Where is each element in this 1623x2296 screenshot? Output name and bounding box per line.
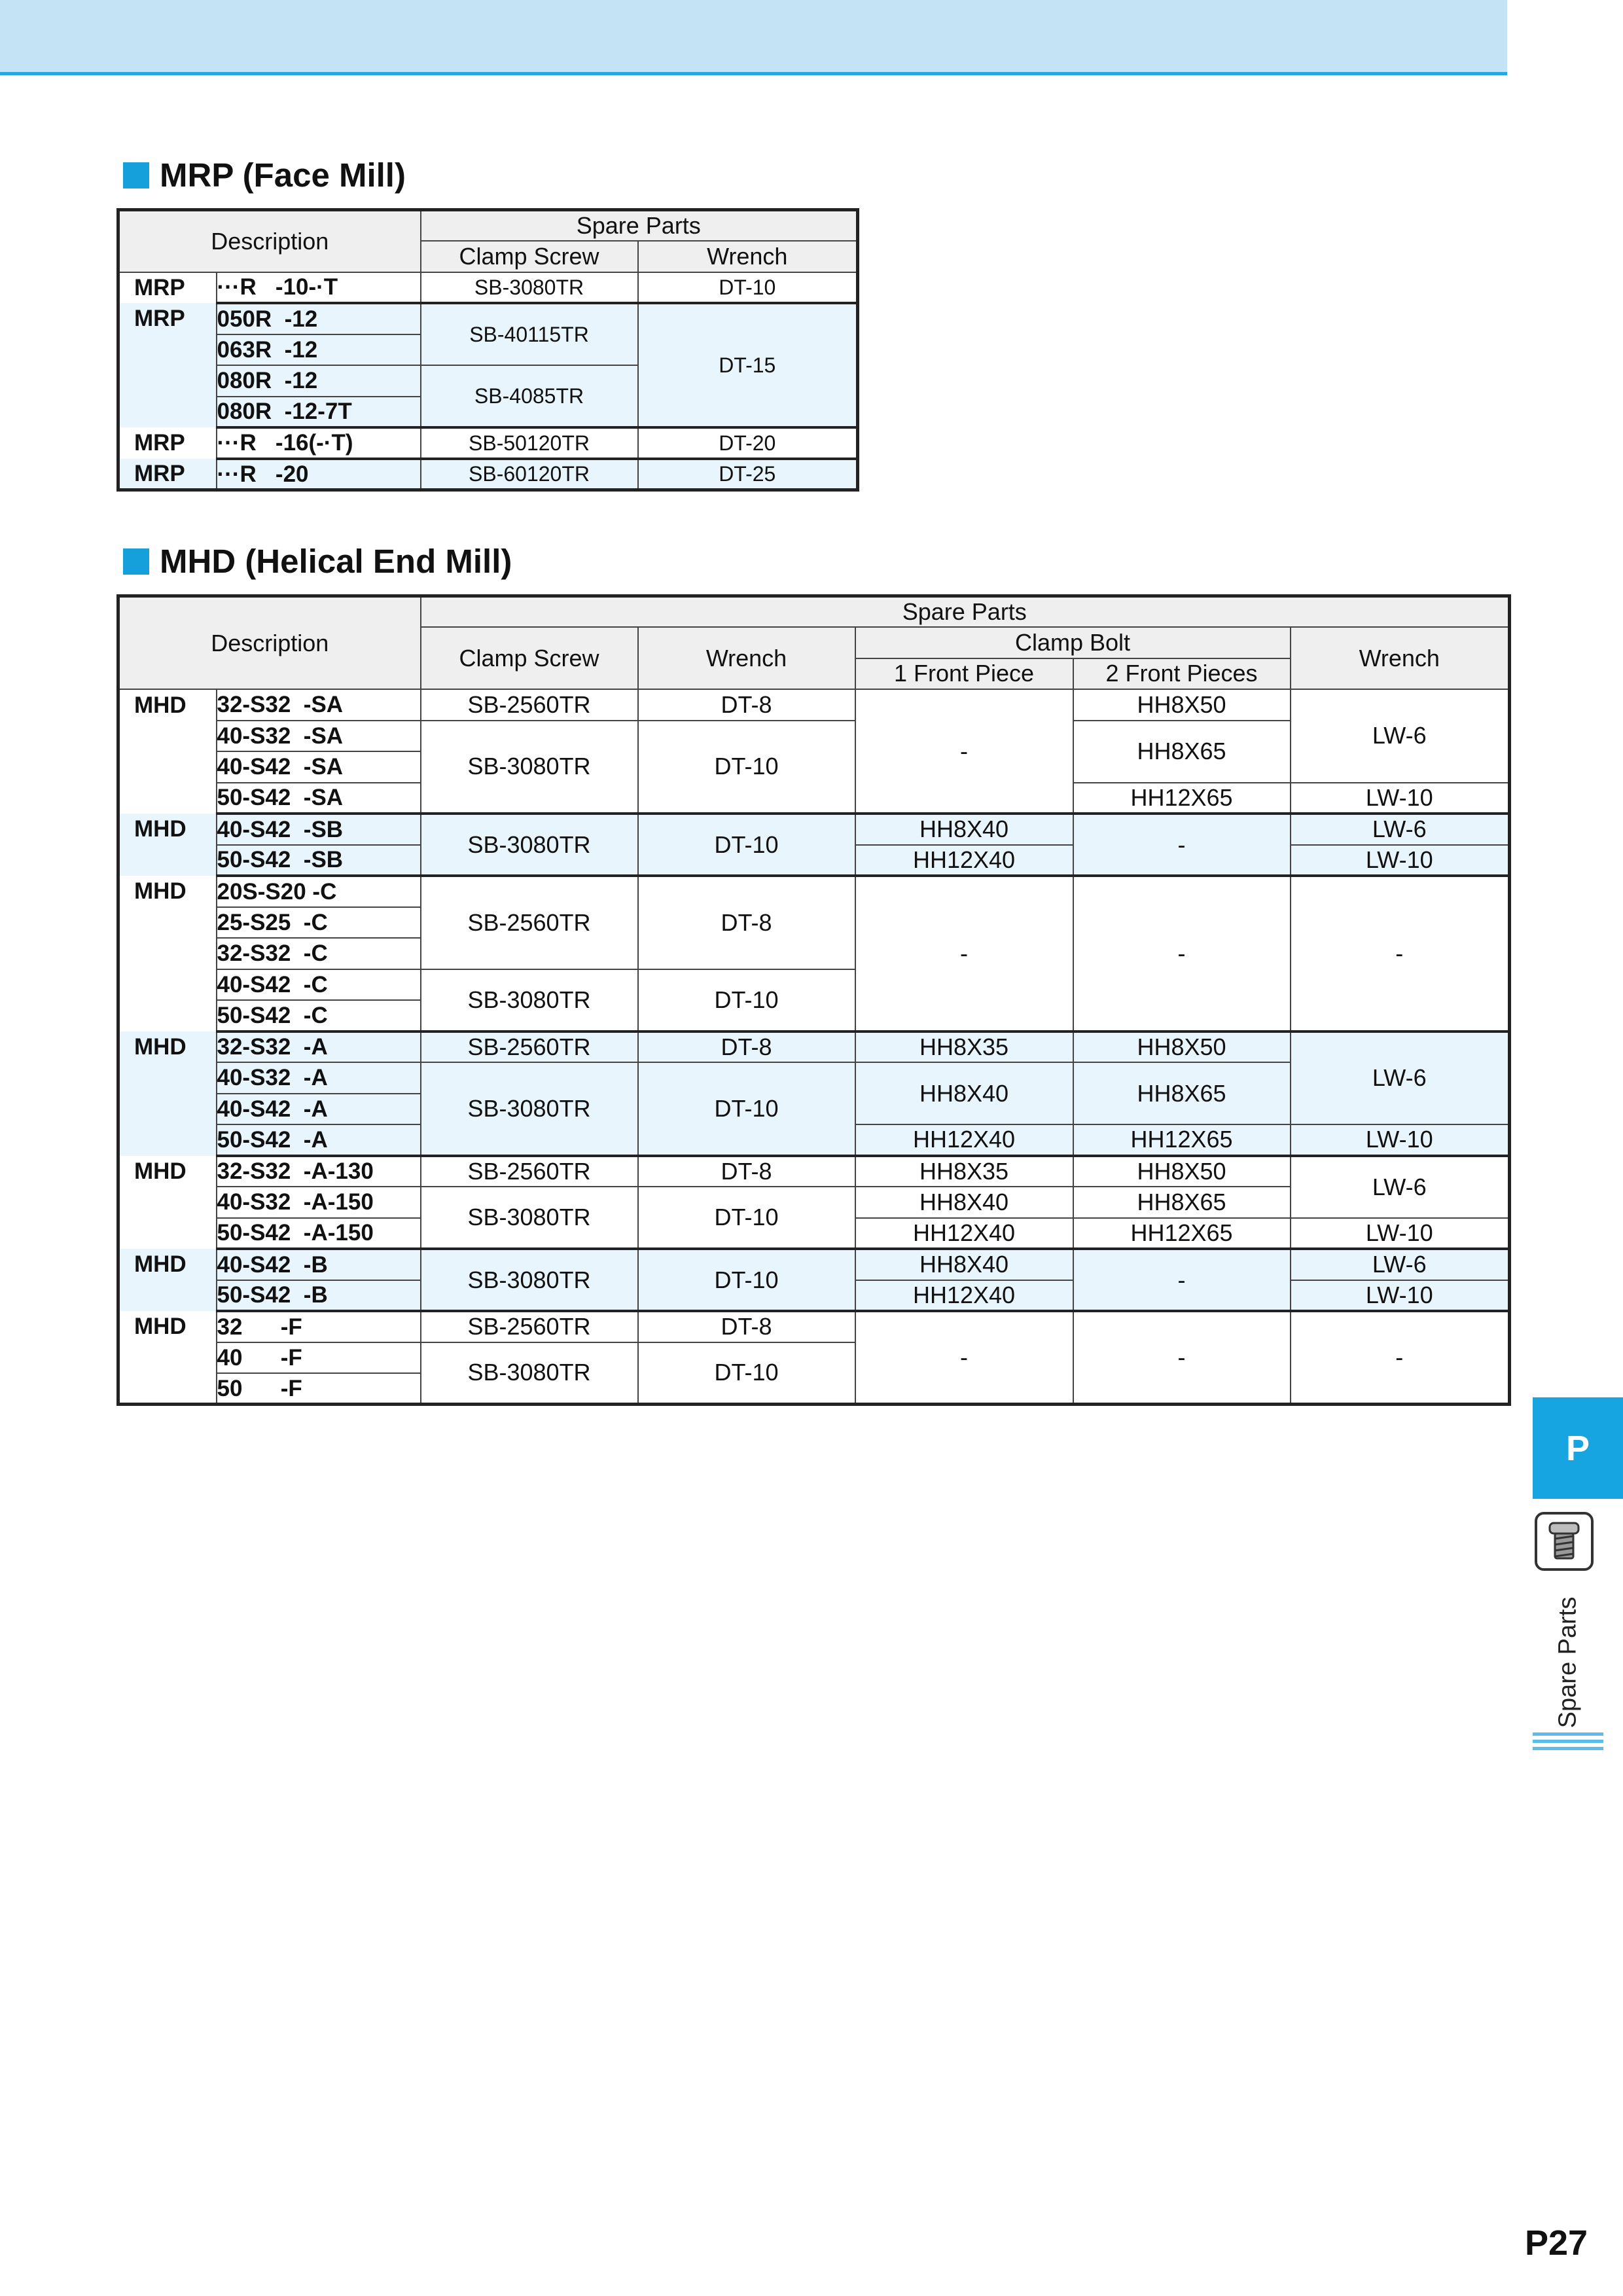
item-designation: 50-S42 -A-150: [217, 1218, 421, 1249]
item-designation: 50-S42 -SB: [217, 845, 421, 876]
section-title: MHD (Helical End Mill): [160, 543, 512, 580]
wrench-2-cell: LW-6: [1291, 1156, 1510, 1218]
table-row: [118, 303, 858, 334]
bolt-2-cell: HH12X65: [1073, 1124, 1291, 1156]
header-wrench-2: Wrench: [1291, 627, 1510, 689]
item-designation: 32-S32 -C: [217, 938, 421, 969]
table-row: [118, 1156, 1510, 1187]
series-code: MHD: [118, 876, 217, 1031]
series-code: MRP: [118, 303, 217, 427]
header-spare-parts: Spare Parts: [421, 596, 1510, 628]
clamp-screw-cell: SB-3080TR: [421, 969, 638, 1031]
wrench-2-cell: -: [1291, 1311, 1510, 1405]
bolt-1-cell: HH12X40: [855, 1280, 1073, 1312]
section-tab-p[interactable]: [1533, 1397, 1623, 1499]
bolt-2-cell: HH12X65: [1073, 1218, 1291, 1249]
bolt-1-cell: -: [855, 876, 1073, 1031]
table-row: [118, 814, 1510, 845]
bolt-2-cell: HH8X50: [1073, 1156, 1291, 1187]
item-designation: ···R -16(-·T): [217, 427, 421, 459]
clamp-screw-cell: SB-50120TR: [421, 427, 638, 459]
series-code: MHD: [118, 1156, 217, 1249]
clamp-screw-cell: SB-3080TR: [421, 1342, 638, 1405]
item-designation: 40-S42 -SB: [217, 814, 421, 845]
clamp-screw-cell: SB-3080TR: [421, 1249, 638, 1311]
header-front-2: 2 Front Pieces: [1073, 658, 1291, 690]
wrench-cell: DT-10: [638, 969, 855, 1031]
side-tab-label: Spare Parts: [1554, 1596, 1582, 1729]
mrp-spare-parts-table: [116, 208, 859, 492]
bolt-1-cell: HH8X35: [855, 1156, 1073, 1187]
table-row: [118, 1311, 1510, 1342]
clamp-screw-cell: SB-2560TR: [421, 1156, 638, 1187]
clamp-screw-cell: SB-40115TR: [421, 303, 638, 365]
bolt-1-cell: HH8X40: [855, 1249, 1073, 1280]
bolt-2-cell: HH8X65: [1073, 1187, 1291, 1218]
wrench-2-cell: LW-6: [1291, 814, 1510, 845]
wrench-2-cell: LW-6: [1291, 689, 1510, 783]
item-designation: 25-S25 -C: [217, 907, 421, 939]
wrench-2-cell: LW-10: [1291, 1280, 1510, 1312]
bolt-2-cell: HH12X65: [1073, 783, 1291, 814]
series-code: MRP: [118, 459, 217, 490]
wrench-cell: DT-10: [638, 814, 855, 876]
header-wrench: Wrench: [638, 241, 858, 272]
item-designation: 50-S42 -SA: [217, 783, 421, 814]
wrench-2-cell: LW-6: [1291, 1249, 1510, 1280]
header-description: Description: [118, 596, 421, 690]
wrench-cell: DT-10: [638, 1249, 855, 1311]
bolt-2-cell: HH8X65: [1073, 721, 1291, 783]
bolt-2-cell: HH8X50: [1073, 689, 1291, 721]
clamp-screw-cell: SB-3080TR: [421, 1187, 638, 1249]
item-designation: 063R -12: [217, 334, 421, 366]
item-designation: ···R -20: [217, 459, 421, 490]
item-designation: 40-S32 -SA: [217, 721, 421, 752]
bolt-1-cell: HH12X40: [855, 1218, 1073, 1249]
header-wrench: Wrench: [638, 627, 855, 689]
clamp-screw-cell: SB-60120TR: [421, 459, 638, 490]
item-designation: 50-S42 -A: [217, 1124, 421, 1156]
wrench-2-cell: LW-10: [1291, 1218, 1510, 1249]
bolt-1-cell: -: [855, 689, 1073, 814]
item-designation: 40-S42 -SA: [217, 751, 421, 783]
item-designation: 40-S32 -A: [217, 1062, 421, 1094]
clamp-screw-cell: SB-3080TR: [421, 814, 638, 876]
mhd-spare-parts-table: [116, 594, 1511, 1406]
item-designation: 32-S32 -A: [217, 1031, 421, 1063]
item-designation: 20S-S20 -C: [217, 876, 421, 907]
bolt-2-cell: -: [1073, 814, 1291, 876]
bolt-2-cell: -: [1073, 1249, 1291, 1311]
bullet-square-icon: [123, 162, 149, 188]
table-row: [118, 427, 858, 459]
wrench-cell: DT-25: [638, 459, 858, 490]
item-designation: 32-S32 -A-130: [217, 1156, 421, 1187]
wrench-cell: DT-20: [638, 427, 858, 459]
wrench-cell: DT-15: [638, 303, 858, 427]
item-designation: 32-S32 -SA: [217, 689, 421, 721]
bolt-2-cell: HH8X65: [1073, 1062, 1291, 1124]
item-designation: 40-S42 -B: [217, 1249, 421, 1280]
item-designation: 050R -12: [217, 303, 421, 334]
series-code: MHD: [118, 689, 217, 814]
wrench-cell: DT-8: [638, 1311, 855, 1342]
header-spare-parts: Spare Parts: [421, 210, 858, 242]
bolt-1-cell: -: [855, 1311, 1073, 1405]
series-code: MHD: [118, 1031, 217, 1156]
header-description: Description: [118, 210, 421, 272]
series-code: MRP: [118, 272, 217, 304]
series-code: MRP: [118, 427, 217, 459]
section-heading-mrp: [123, 156, 406, 194]
clamp-screw-cell: SB-3080TR: [421, 1062, 638, 1156]
wrench-cell: DT-8: [638, 1031, 855, 1063]
tab-decor-lines: [1533, 1732, 1603, 1754]
clamp-screw-cell: SB-3080TR: [421, 272, 638, 304]
table-row: [118, 272, 858, 304]
clamp-screw-cell: SB-2560TR: [421, 876, 638, 969]
item-designation: 080R -12-7T: [217, 397, 421, 428]
wrench-2-cell: -: [1291, 876, 1510, 1031]
bolt-1-cell: HH8X40: [855, 1187, 1073, 1218]
item-designation: 40-S32 -A-150: [217, 1187, 421, 1218]
wrench-cell: DT-10: [638, 272, 858, 304]
table-row: [118, 1031, 1510, 1063]
item-designation: ···R -10-·T: [217, 272, 421, 304]
header-clamp-screw: Clamp Screw: [421, 241, 638, 272]
section-heading-mhd: [123, 542, 512, 581]
screw-icon: [1535, 1512, 1594, 1571]
header-clamp-bolt: Clamp Bolt: [855, 627, 1291, 658]
section-title: MRP (Face Mill): [160, 156, 406, 194]
bolt-1-cell: HH12X40: [855, 845, 1073, 876]
item-designation: 080R -12: [217, 365, 421, 397]
wrench-cell: DT-10: [638, 1342, 855, 1405]
item-designation: 50-S42 -C: [217, 1000, 421, 1031]
wrench-2-cell: LW-6: [1291, 1031, 1510, 1125]
item-designation: 50 -F: [217, 1373, 421, 1405]
clamp-screw-cell: SB-2560TR: [421, 1311, 638, 1342]
bolt-1-cell: HH12X40: [855, 1124, 1073, 1156]
bolt-2-cell: HH8X50: [1073, 1031, 1291, 1063]
wrench-cell: DT-8: [638, 876, 855, 969]
item-designation: 50-S42 -B: [217, 1280, 421, 1312]
series-code: MHD: [118, 814, 217, 876]
header-clamp-screw: Clamp Screw: [421, 627, 638, 689]
wrench-2-cell: LW-10: [1291, 845, 1510, 876]
top-band: [0, 0, 1507, 75]
table-row: [118, 689, 1510, 721]
bolt-2-cell: -: [1073, 1311, 1291, 1405]
clamp-screw-cell: SB-4085TR: [421, 365, 638, 427]
bullet-square-icon: [123, 548, 149, 575]
wrench-2-cell: LW-10: [1291, 1124, 1510, 1156]
series-code: MHD: [118, 1311, 217, 1405]
table-row: [118, 1249, 1510, 1280]
bolt-1-cell: HH8X35: [855, 1031, 1073, 1063]
clamp-screw-cell: SB-2560TR: [421, 1031, 638, 1063]
wrench-2-cell: LW-10: [1291, 783, 1510, 814]
item-designation: 40 -F: [217, 1342, 421, 1374]
wrench-cell: DT-8: [638, 689, 855, 721]
series-code: MHD: [118, 1249, 217, 1311]
bolt-2-cell: -: [1073, 876, 1291, 1031]
bolt-1-cell: HH8X40: [855, 814, 1073, 845]
item-designation: 32 -F: [217, 1311, 421, 1342]
item-designation: 40-S42 -C: [217, 969, 421, 1001]
table-row: [118, 876, 1510, 907]
wrench-cell: DT-10: [638, 1062, 855, 1156]
section-tab-letter: P: [1565, 1428, 1590, 1468]
header-front-1: 1 Front Piece: [855, 658, 1073, 690]
page-number: P27: [1525, 2223, 1588, 2263]
wrench-cell: DT-10: [638, 721, 855, 814]
clamp-screw-cell: SB-2560TR: [421, 689, 638, 721]
item-designation: 40-S42 -A: [217, 1094, 421, 1125]
clamp-screw-cell: SB-3080TR: [421, 721, 638, 814]
table-row: [118, 459, 858, 490]
wrench-cell: DT-10: [638, 1187, 855, 1249]
bolt-1-cell: HH8X40: [855, 1062, 1073, 1124]
wrench-cell: DT-8: [638, 1156, 855, 1187]
